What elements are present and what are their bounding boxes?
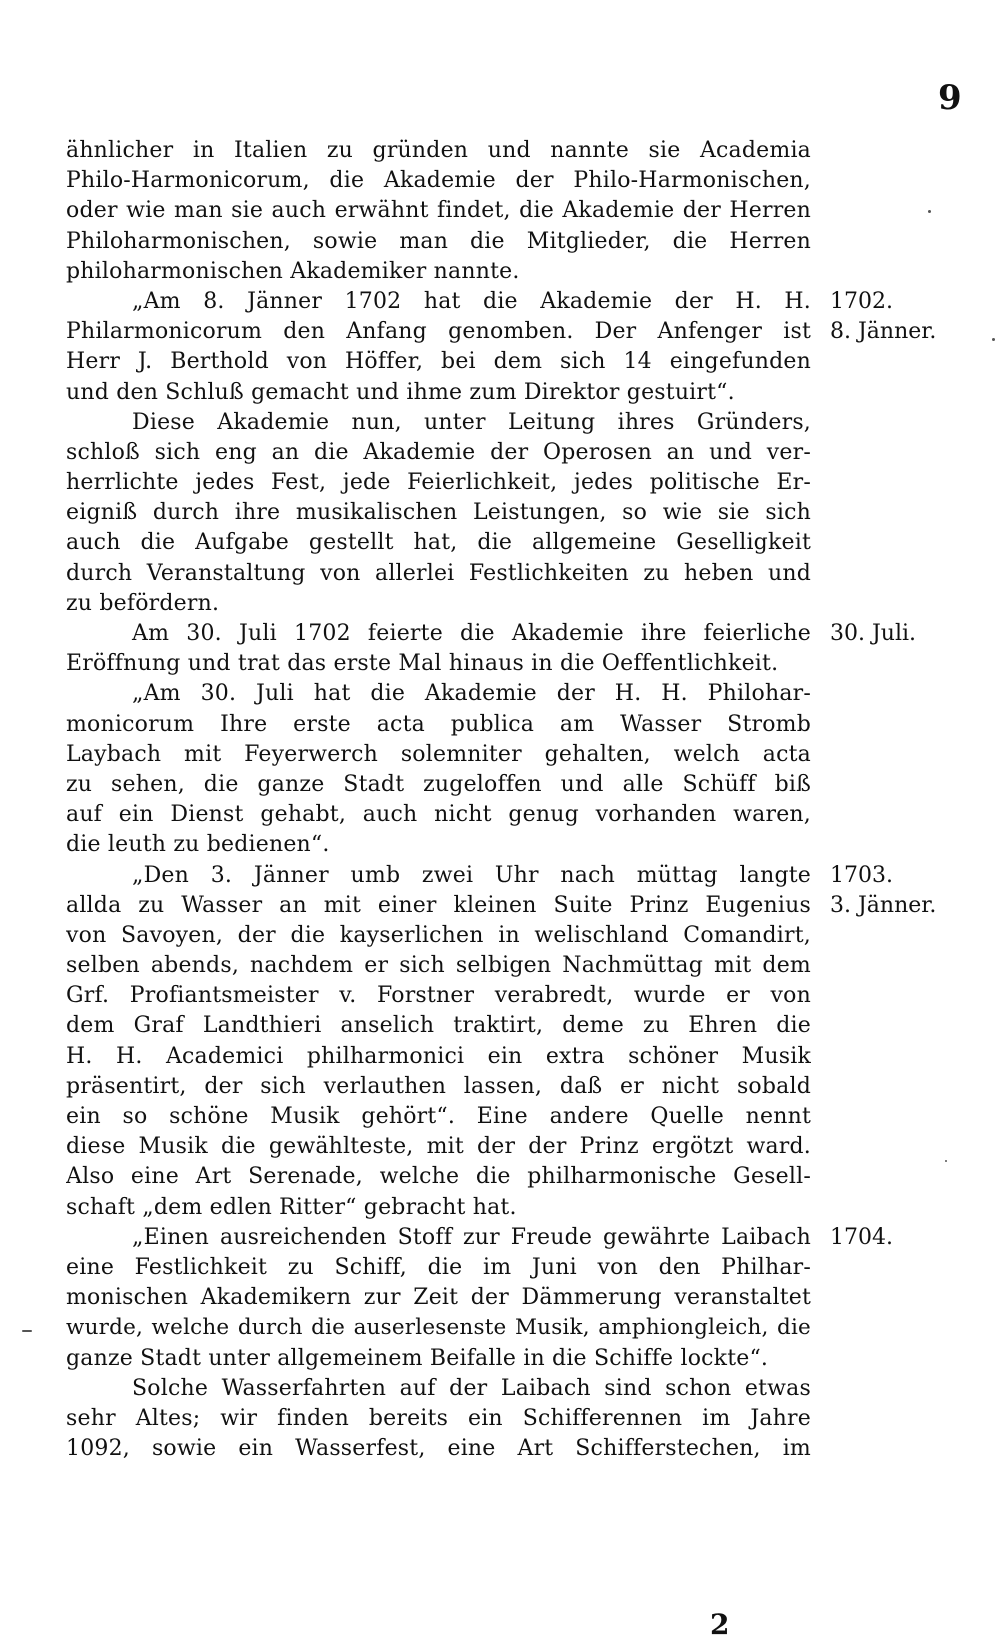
text-line: Eröffnung und trat das erste Mal hinaus in die Oeffentlichkeit.: [66, 651, 779, 677]
text-line: Also eine Art Serenade, welche die philharmonische Gesell-: [66, 1164, 811, 1190]
margin-note: 1702.: [830, 289, 893, 314]
text-line: dem Graf Landthieri anselich traktirt, deme zu Ehren die: [66, 1013, 811, 1039]
text-line: durch Veranstaltung von allerlei Festlichkeiten zu heben und: [66, 560, 811, 586]
text-line: „Am 30. Juli hat die Akademie der H. H. Philohar-: [132, 681, 811, 707]
signature-mark: 2: [710, 1608, 730, 1641]
text-line: auf ein Dienst gehabt, auch nicht genug vorhanden waren,: [66, 802, 811, 828]
text-line: sehr Altes; wir finden bereits ein Schifferennen im Jahre: [66, 1405, 811, 1431]
margin-note: 1703.: [830, 862, 893, 888]
text-line: eine Festlichkeit zu Schiff, die im Juni von den Philhar-: [66, 1254, 811, 1280]
text-line: „Einen ausreichenden Stoff zur Freude gewährte Laibach: [132, 1224, 811, 1250]
text-line: diese Musik die gewählteste, mit der der Prinz ergötzt ward.: [66, 1134, 811, 1160]
text-line: Solche Wasserfahrten auf der Laibach sind schon etwas: [132, 1375, 811, 1401]
text-line: herrlichte jedes Fest, jede Feierlichkeit, jedes politische Er-: [66, 470, 811, 496]
text-line: „Am 8. Jänner 1702 hat die Akademie der H. H.: [132, 288, 811, 314]
text-line: zu sehen, die ganze Stadt zugeloffen und alle Schüff biß: [66, 771, 811, 797]
body-text: [66, 136, 811, 1464]
text-line: ein so schöne Musik gehört“. Eine andere Quelle nennt: [66, 1104, 811, 1129]
scan-speck: [992, 338, 995, 341]
text-line: zu befördern.: [66, 590, 220, 616]
text-line: philoharmonischen Akademiker nannte.: [66, 258, 520, 284]
text-line: Philo-Harmonicorum, die Akademie der Philo-Harmonischen,: [66, 168, 811, 194]
text-line: ganze Stadt unter allgemeinem Beifalle in die Schiffe lockte“.: [66, 1345, 769, 1371]
text-line: wurde, welche durch die auserlesenste Musik, amphiongleich, die: [66, 1315, 811, 1341]
text-line: 1092, sowie ein Wasserfest, eine Art Schifferstechen, im: [66, 1436, 811, 1462]
text-line: Herr J. Berthold von Höffer, bei dem sich 14 eingefunden: [66, 349, 811, 375]
text-line: Am 30. Juli 1702 feierte die Akademie ihre feierliche: [132, 621, 811, 646]
scan-speck: [928, 210, 931, 213]
text-line: präsentirt, der sich verlauthen lassen, daß er nicht sobald: [66, 1073, 811, 1099]
text-line: H. H. Academici philharmonici ein extra schöner Musik: [66, 1043, 811, 1069]
text-line: Laybach mit Feyerwerch solemniter gehalten, welch acta: [66, 741, 811, 767]
text-line: die leuth zu bedienen“.: [66, 832, 330, 858]
text-line: Philarmonicorum den Anfang genomben. Der Anfenger ist: [66, 319, 811, 345]
text-line: und den Schluß gemacht und ihme zum Direktor gestuirt“.: [66, 379, 735, 405]
text-line: Grf. Profiantsmeister v. Forstner verabredt, wurde er von: [66, 983, 811, 1009]
text-line: monicorum Ihre erste acta publica am Wasser Stromb: [66, 711, 811, 737]
text-line: selben abends, nachdem er sich selbigen Nachmüttag mit dem: [66, 953, 811, 979]
page-number: 9: [938, 78, 962, 118]
scan-speck: [22, 1330, 32, 1332]
text-line: allda zu Wasser an mit einer kleinen Suite Prinz Eugenius: [66, 892, 811, 918]
text-line: Philoharmonischen, sowie man die Mitglieder, die Herren: [66, 228, 811, 254]
text-line: von Savoyen, der die kayserlichen in welischland Comandirt,: [66, 922, 811, 948]
text-line: schloß sich eng an die Akademie der Operosen an und ver-: [66, 439, 811, 465]
margin-note: 8. Jänner.: [830, 319, 937, 345]
text-line: auch die Aufgabe gestellt hat, die allgemeine Geselligkeit: [66, 530, 811, 556]
text-line: oder wie man sie auch erwähnt findet, die Akademie der Herren: [66, 198, 811, 224]
margin-note: 30. Juli.: [830, 621, 917, 647]
text-line: Diese Akademie nun, unter Leitung ihres Gründers,: [132, 409, 811, 435]
text-line: „Den 3. Jänner umb zwei Uhr nach müttag langte: [132, 862, 811, 888]
text-line: schaft „dem edlen Ritter“ gebracht hat.: [66, 1194, 517, 1220]
scan-speck: [945, 1160, 947, 1162]
text-line: eigniß durch ihre musikalischen Leistungen, so wie sie sich: [66, 500, 811, 526]
margin-note: 1704.: [830, 1225, 893, 1251]
text-line: monischen Akademikern zur Zeit der Dämmerung veranstaltet: [66, 1285, 811, 1311]
text-line: ähnlicher in Italien zu gründen und nannte sie Academia: [66, 138, 811, 163]
margin-note: 3. Jänner.: [830, 893, 937, 918]
